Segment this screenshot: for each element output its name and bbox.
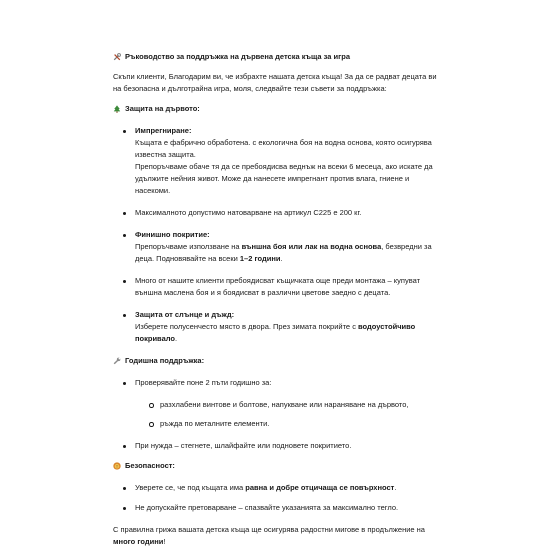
check-twice-text: Проверявайте поне 2 пъти годишно за: [135,378,272,387]
closing-text-bold: много години [113,537,164,546]
wood-section-heading-text: Защита на дървото: [125,104,200,113]
list-item-impregnation [113,125,443,197]
document-title-text: Ръководство за поддръжка на дървена детска къща за игра [125,52,350,61]
impregnation-text-2: Препоръчваме обаче тя да се пребоядисва веднъж на всеки 6 месеца, ако искате да удължите нейния живот. Може да нанесете импрегнант против влага, гниене и насекоми. [135,162,433,195]
if-needed-text: При нужда – стегнете, шлайфайте или подновете покритието. [135,441,352,450]
clients-paint-text: Много от нашите клиенти пребоядисват къщичката още преди монтажа – купуват външна маслена боя и я боядисват в различни цветове заедно с децата. [135,276,421,297]
annual-section-heading [113,355,443,367]
list-item-finish [113,229,443,265]
list-item-no-overload [113,502,443,514]
sub-list-item-text: разхлабени винтове и болтове, напукване или нараняване на дървото, [160,400,409,409]
finish-interval-bold: 1–2 години [239,254,281,263]
check-sub-list [113,399,443,430]
list-item-sun-rain [113,309,443,345]
tree-icon [113,105,121,113]
intro-paragraph: Скъпи клиенти, Благодарим ви, че избрахте нашата детска къща! За да се радват децата ви на безопасна и дълготрайна игра, моля, следвайте тези съвети за поддръжка: [113,72,437,93]
finish-text-part: Препоръчваме използване на [135,242,242,251]
no-overload-text: Не допускайте претоварване – спазвайте указанията за максимално тегло. [135,503,399,512]
safety-section-list [113,482,443,514]
closing-text-part: ! [163,537,166,546]
sun-rain-text-bold: водоустойчиво покривало [135,322,416,343]
annual-section-heading-text: Годишна поддръжка: [125,356,205,365]
list-item-surface [113,482,443,494]
document-title [113,51,443,63]
safety-section-heading-text: Безопасност: [125,461,175,470]
annual-section-list [113,377,443,452]
finish-text-part: . [280,254,283,263]
finish-text [135,241,443,265]
list-item-check-twice [113,377,443,430]
list-item-clients-paint [113,275,443,299]
sub-list-item [113,418,443,430]
sun-rain-text-part: . [175,334,178,343]
list-item-max-load [113,207,443,219]
sun-rain-text [135,321,443,345]
document-body [113,51,443,548]
finish-label: Финишно покритие: [135,230,210,239]
sub-list-item-text: ръжда по металните елементи. [160,419,270,428]
sun-rain-text-part: Изберете полусенчесто място в двора. През зимата покрийте с [135,322,359,331]
surface-text-part: . [394,483,397,492]
surface-text-bold: равна и добре отцичаща се повърхност [245,483,395,492]
safety-section-heading [113,460,443,472]
impregnation-text-1: Къщата е фабрично обработена. с екологична боя на водна основа, която осигурява известна защита. [135,138,432,159]
impregnation-label: Импрегниране: [135,126,192,135]
wrench-icon [113,357,121,365]
wood-section-heading [113,103,443,115]
list-item-if-needed [113,440,443,452]
wood-section-list [113,125,443,345]
max-load-text: Максималното допустимо натоварване на артикул C225 е 200 кг. [135,208,362,217]
sun-rain-label: Защита от слънце и дъжд: [135,310,235,319]
finish-text-part: , безвредни за деца. Подновявайте на всеки [135,242,432,263]
closing-paragraph [113,524,443,548]
tools-icon [113,53,121,61]
lion-icon [113,462,121,470]
finish-text-bold: външна боя или лак на водна основа [241,242,382,251]
surface-text-part: Уверете се, че под къщата има [135,483,246,492]
sub-list-item [113,399,443,411]
closing-text-part: С правилна грижа вашата детска къща ще осигурява радостни мигове в продължение на [113,525,425,534]
